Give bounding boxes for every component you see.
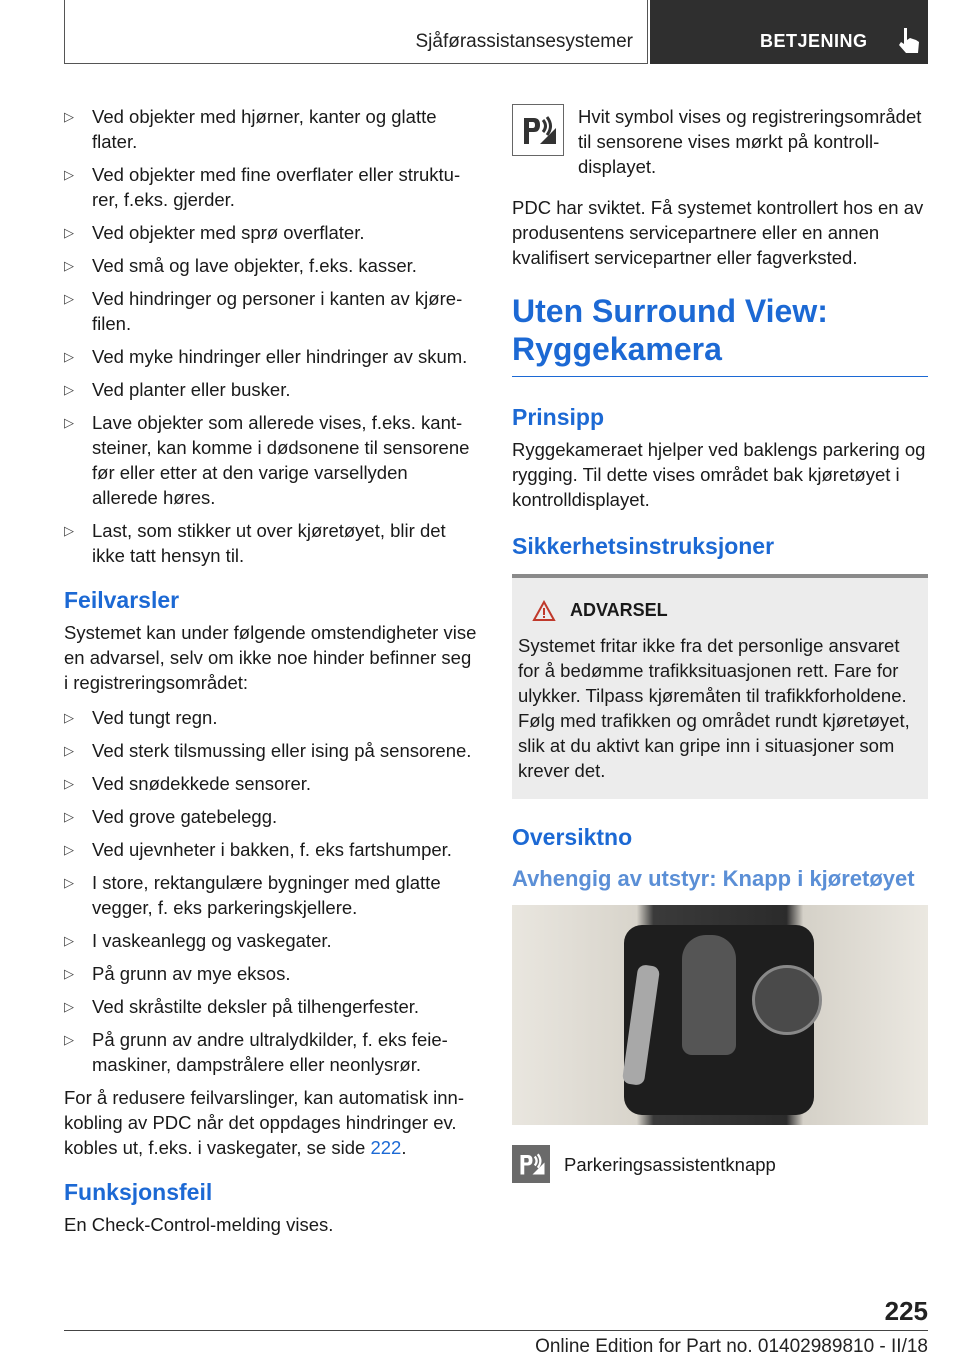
list-item: ▷ På grunn av andre ultralydkilder, f. eks feiemaskiner, dampstrålere eller neonlysrør. (64, 1027, 478, 1077)
warning-text: Systemet fritar ikke fra det personlige ansvaret for å bedømme trafikksituasjonen rett. Fare for ulykker. Tilpass kjøremåten til trafikkforholdene. Følg med trafikken og området rundt kjøretøyet, slik at du aktivt kan gripe inn i situasjoner som krever det. (518, 635, 910, 781)
header-section-title: Sjåførassistansesystemer (415, 31, 633, 52)
warning-header (532, 598, 922, 623)
list-item: ▷ Ved små og lave objekter, f.eks. kasser. (64, 253, 478, 278)
list-item: ▷ Ved planter eller busker. (64, 377, 478, 402)
header-chapter-title: BETJENING (760, 31, 868, 51)
reduce-end: . (401, 1137, 407, 1158)
list-item: ▷ Ved sterk tilsmussing eller ising på sensorene. (64, 738, 478, 763)
list-item: ▷ På grunn av mye eksos. (64, 961, 478, 986)
pdc-symbol-text: Hvit symbol vises og registreringsområdet til sensorene vises mørkt på kontrolldisplayet. (578, 106, 922, 177)
footer-divider (64, 1330, 928, 1331)
center-console-photo (512, 905, 928, 1125)
left-column (64, 104, 478, 1247)
list-item: ▷ Ved hindringer og personer i kanten av kjørefilen. (64, 286, 478, 336)
pdc-symbol-row (512, 104, 928, 179)
right-column (512, 104, 928, 1199)
pdc-failure-text: PDC har sviktet. Få systemet kontrollert hos en av produsentens servicepartnere eller en annen kvalifisert servicepartner eller fagverksted. (512, 197, 924, 268)
reduce-paragraph (64, 1085, 478, 1160)
section-title: Uten Surround View: Ryggekamera (512, 292, 928, 377)
warning-label: ADVARSEL (570, 600, 668, 620)
pdc-symbol-icon (512, 104, 564, 156)
list-item: ▷ Ved grove gatebelegg. (64, 804, 478, 829)
warning-triangle-icon (532, 600, 556, 622)
prinsipp-text: Ryggekameraet hjelper ved baklengs parkering og rygging. Til dette vises området bak kjøretøyet i kontrolldisplayet. (512, 439, 926, 510)
list-item: ▷ Ved ujevnheter i bakken, f. eks fartshumper. (64, 837, 478, 862)
parking-assistant-button-icon (512, 1145, 550, 1183)
warning-box (512, 574, 928, 799)
button-caption-row (512, 1145, 928, 1183)
list-item: ▷ Ved tungt regn. (64, 705, 478, 730)
gear-selector (682, 935, 736, 1055)
edition-text: Online Edition for Part no. 01402989810 - II/18 (535, 1336, 928, 1357)
reduce-text: For å redusere feilvarslinger, kan automatisk innkobling av PDC når det oppdages hindringer ev. kobles ut, f.eks. i vaskegater, se side (64, 1087, 465, 1158)
funksjonsfeil-heading: Funksjonsfeil (64, 1179, 213, 1205)
hand-pointer-icon (896, 26, 922, 56)
page-number: 225 (884, 1296, 928, 1326)
list-item: ▷ Ved myke hindringer eller hindringer av skum. (64, 344, 478, 369)
header-chapter-box (650, 0, 928, 64)
prinsipp-heading: Prinsipp (512, 404, 605, 430)
list-item: ▷ I store, rektangulære bygninger med glatte vegger, f. eks parkeringskjellere. (64, 870, 478, 920)
controller-knob (752, 965, 822, 1035)
list-item: ▷ Last, som stikker ut over kjøretøyet, blir det ikke tatt hensyn til. (64, 518, 478, 568)
list-item: ▷ Ved objekter med fine overflater eller strukturer, f.eks. gjerder. (64, 162, 478, 212)
funksjonsfeil-text: En Check-Control-melding vises. (64, 1214, 334, 1235)
list-item: ▷ Lave objekter som allerede vises, f.eks. kantsteiner, kan komme i dødsonene til sensorene før eller etter at den varige varsellyden allerede høres. (64, 410, 478, 510)
feilvarsler-intro: Systemet kan under følgende omstendigheter vise en advarsel, selv om ikke noe hinder befinner seg i registreringsområdet: (64, 622, 477, 693)
false-warnings-list (64, 705, 478, 1077)
list-item: ▷ Ved objekter med sprø overflater. (64, 220, 478, 245)
list-item: ▷ I vaskeanlegg og vaskegater. (64, 928, 478, 953)
header-section-box (64, 0, 648, 64)
page-reference-link[interactable]: 222 (370, 1137, 402, 1158)
sub-heading: Avhengig av utstyr: Knapp i kjøretøyet (512, 866, 915, 891)
limitations-list (64, 104, 478, 568)
list-item: ▷ Ved objekter med hjørner, kanter og glatte flater. (64, 104, 478, 154)
oversikt-heading: Oversiktno (512, 824, 633, 850)
safety-heading: Sikkerhetsinstruksjoner (512, 533, 775, 559)
list-item: ▷ Ved snødekkede sensorer. (64, 771, 478, 796)
list-item: ▷ Ved skråstilte deksler på tilhengerfester. (64, 994, 478, 1019)
feilvarsler-heading: Feilvarsler (64, 587, 180, 613)
button-caption: Parkeringsassistentknapp (564, 1153, 776, 1175)
